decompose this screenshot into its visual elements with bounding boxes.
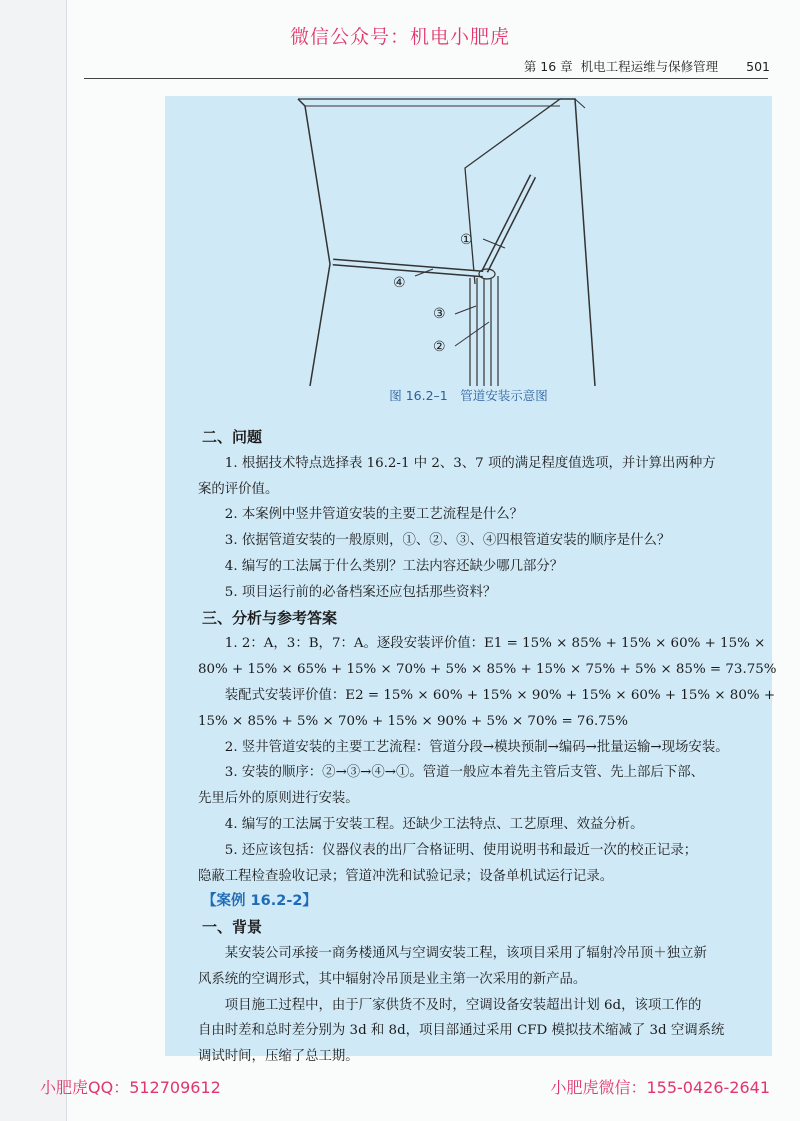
question-1-cont: 案的评价值。 (198, 481, 279, 497)
background-para-2-end: 调试时间，压缩了总工期。 (198, 1049, 359, 1065)
question-1: 1. 根据技术特点选择表 16.2-1 中 2、3、7 项的满足程度值选项，并计算出两种方 (224, 455, 716, 471)
answer-1-cont: 80% + 15% × 65% + 15% × 70% + 5% × 85% + 15% × 75% + 5% × 85% = 73.75% (198, 662, 777, 678)
answer-5: 5. 还应该包括：仪器仪表的出厂合格证明、使用说明书和最近一次的校正记录； (224, 842, 698, 858)
pipe-installation-figure (165, 96, 772, 421)
figure-drawing (165, 96, 772, 386)
watermark-wechat: 小肥虎微信：155-0426-2641 (550, 1078, 770, 1097)
background-para-1-cont: 风系统的空调形式，其中辐射冷吊顶是业主第一次采用的新产品。 (198, 971, 587, 987)
background-para-2: 项目施工过程中，由于厂家供货不及时，空调设备安装超出计划 6d，该项工作的 (224, 997, 702, 1013)
answer-3: 3. 安装的顺序：②→③→④→①。管道一般应本着先主管后支管、先上部后下部、 (224, 765, 704, 781)
question-3: 3. 依据管道安装的一般原则，①、②、③、④四根管道安装的顺序是什么？ (224, 533, 671, 549)
background-para-1: 某安装公司承接一商务楼通风与空调安装工程，该项目采用了辐射冷吊顶＋独立新 (224, 945, 707, 961)
chapter-label: 第 16 章 (523, 59, 573, 74)
question-4: 4. 编写的工法属于什么类别？工法内容还缺少哪几部分？ (224, 558, 564, 574)
background-para-2-cont: 自由时差和总时差分别为 3d 和 8d，项目部通过采用 CFD 模拟技术缩减了 3d 空调系统 (198, 1023, 725, 1039)
watermark-top: 微信公众号：机电小肥虎 (289, 26, 510, 48)
answers-heading: 三、分析与参考答案 (202, 608, 338, 627)
watermark-qq: 小肥虎QQ：512709612 (40, 1078, 221, 1097)
chapter-title: 机电工程运维与保修管理 (580, 59, 719, 74)
question-5: 5. 项目运行前的必备档案还应包括那些资料？ (224, 584, 497, 600)
label-pipe-1: ① (460, 232, 473, 248)
answer-1-e2-cont: 15% × 85% + 5% × 70% + 15% × 90% + 5% × 70% = 76.75% (198, 713, 628, 729)
label-pipe-3: ③ (433, 306, 446, 322)
header-rule (84, 78, 768, 79)
answer-4: 4. 编写的工法属于安装工程。还缺少工法特点、工艺原理、效益分析。 (224, 816, 644, 832)
figure-caption: 图 16.2–1 管道安装示意图 (389, 388, 548, 403)
answer-3-cont: 先里后外的原则进行安装。 (198, 791, 359, 807)
answer-5-cont: 隐蔽工程检查验收记录；管道冲洗和试验记录；设备单机试运行记录。 (198, 868, 614, 884)
case-title: 【案例 16.2-2】 (202, 893, 317, 910)
label-pipe-2: ② (433, 339, 446, 355)
label-pipe-4: ④ (393, 275, 406, 291)
questions-heading: 二、问题 (202, 428, 263, 446)
text-body (198, 425, 780, 1070)
question-2: 2. 本案例中竖井管道安装的主要工艺流程是什么？ (224, 507, 524, 523)
answer-2: 2. 竖井管道安装的主要工艺流程：管道分段→模块预制→编码→批量运输→现场安装。 (224, 739, 729, 755)
answer-1: 1. 2：A，3：B，7：A。逐段安装评价值：E1 = 15% × 85% + 15% × 60% + 15% × (224, 636, 766, 652)
page-number: 501 (746, 58, 770, 74)
running-head (430, 55, 770, 77)
chapter-number (524, 57, 718, 75)
background-heading: 一、背景 (202, 918, 263, 937)
watermark-bottom (40, 1075, 770, 1098)
answer-1-e2: 装配式安装评价值：E2 = 15% × 60% + 15% × 90% + 15% × 60% + 15% × 80% + (224, 687, 776, 703)
page-binding-edge (0, 0, 67, 1121)
